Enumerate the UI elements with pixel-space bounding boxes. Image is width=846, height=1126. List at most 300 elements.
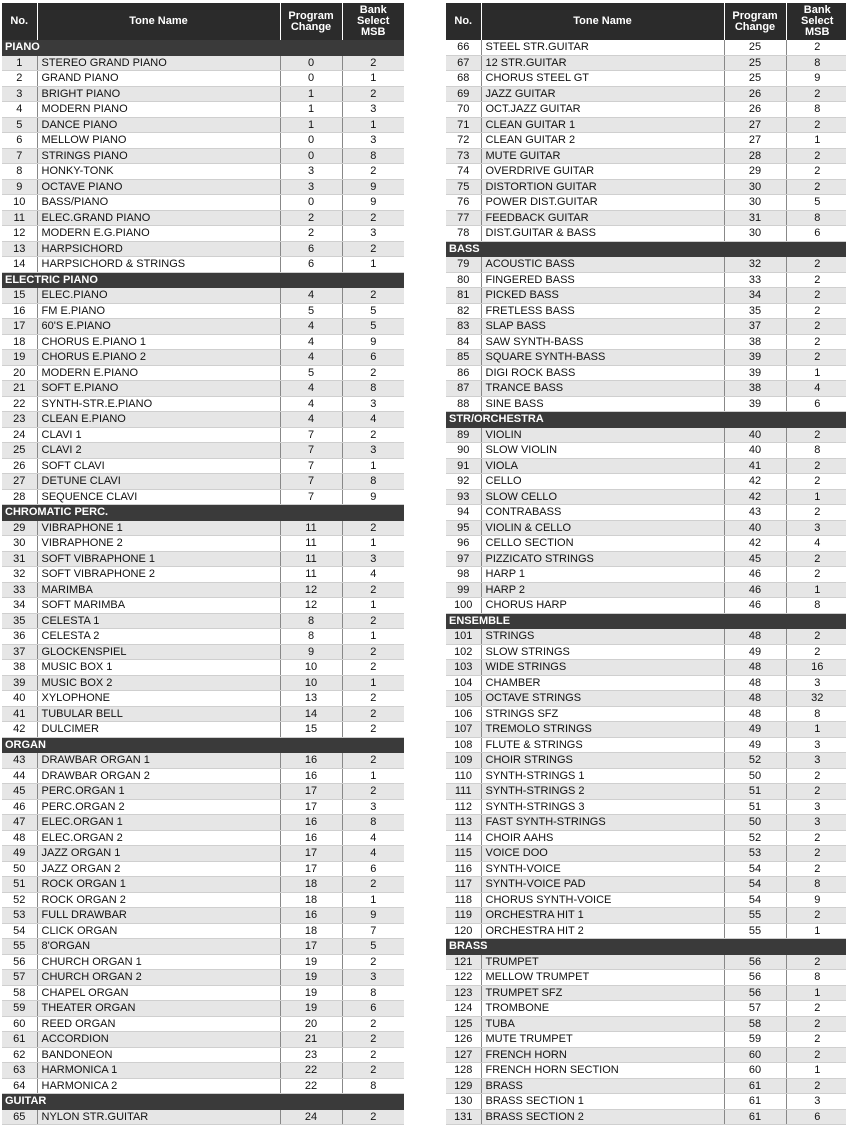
tone-row: [2, 567, 404, 583]
tone-row: [2, 861, 404, 877]
tone-row: [2, 458, 404, 474]
program-change-value: 15: [280, 722, 342, 738]
category-label: GUITAR: [2, 1094, 404, 1110]
tone-name: SLOW VIOLIN: [481, 443, 724, 459]
program-change-value: 60: [724, 1047, 786, 1063]
tone-row: [446, 815, 846, 831]
bank-select-msb-value: 2: [786, 768, 846, 784]
header-program-change-line: Change: [290, 20, 332, 33]
tone-number: 87: [446, 381, 481, 397]
tone-table-left: [2, 3, 404, 1125]
category-label: BRASS: [446, 939, 846, 955]
bank-select-msb-value: 1: [342, 458, 404, 474]
tone-row: [446, 675, 846, 691]
program-change-value: 17: [280, 861, 342, 877]
tone-row: [446, 474, 846, 490]
program-change-value: 52: [724, 830, 786, 846]
tone-row: [446, 846, 846, 862]
tone-number: 107: [446, 722, 481, 738]
bank-select-msb-value: 2: [786, 567, 846, 583]
bank-select-msb-value: 2: [786, 40, 846, 55]
header-bank-select-msb: [342, 3, 404, 40]
tone-row: [446, 567, 846, 583]
tone-name: VOICE DOO: [481, 846, 724, 862]
tone-number: 33: [2, 582, 37, 598]
tone-number: 22: [2, 396, 37, 412]
program-change-value: 60: [724, 1063, 786, 1079]
tone-name: CHORUS E.PIANO 2: [37, 350, 280, 366]
program-change-value: 0: [280, 148, 342, 164]
tone-row: [446, 381, 846, 397]
tone-row: [2, 55, 404, 71]
tone-row: [2, 319, 404, 335]
bank-select-msb-value: 8: [786, 55, 846, 71]
program-change-value: 51: [724, 799, 786, 815]
category-row: [446, 613, 846, 629]
tone-number: 3: [2, 86, 37, 102]
tone-name: TRUMPET: [481, 954, 724, 970]
tone-name: DRAWBAR ORGAN 2: [37, 768, 280, 784]
tone-row: [446, 784, 846, 800]
tone-number: 72: [446, 133, 481, 149]
tone-number: 131: [446, 1109, 481, 1125]
bank-select-msb-value: 3: [342, 443, 404, 459]
tone-row: [2, 1109, 404, 1125]
program-change-value: 51: [724, 784, 786, 800]
program-change-value: 39: [724, 350, 786, 366]
tone-number: 7: [2, 148, 37, 164]
bank-select-msb-value: 1: [786, 489, 846, 505]
category-row: [2, 737, 404, 753]
tone-name: 12 STR.GUITAR: [481, 55, 724, 71]
tone-number: 54: [2, 923, 37, 939]
program-change-value: 33: [724, 272, 786, 288]
tone-row: [446, 71, 846, 87]
tone-number: 112: [446, 799, 481, 815]
tone-number: 63: [2, 1063, 37, 1079]
header-no: No.: [446, 3, 481, 40]
tone-number: 4: [2, 102, 37, 118]
tone-name: CLEAN GUITAR 1: [481, 117, 724, 133]
tone-row: [446, 117, 846, 133]
tone-name: HARMONICA 1: [37, 1063, 280, 1079]
program-change-value: 32: [724, 257, 786, 273]
tone-name: GLOCKENSPIEL: [37, 644, 280, 660]
tone-number: 117: [446, 877, 481, 893]
tone-number: 24: [2, 427, 37, 443]
tone-row: [2, 768, 404, 784]
program-change-value: 39: [724, 396, 786, 412]
tone-row: [446, 954, 846, 970]
bank-select-msb-value: 2: [342, 784, 404, 800]
bank-select-msb-value: 2: [786, 1032, 846, 1048]
tone-number: 102: [446, 644, 481, 660]
tone-name: SEQUENCE CLAVI: [37, 489, 280, 505]
tone-number: 128: [446, 1063, 481, 1079]
program-change-value: 46: [724, 567, 786, 583]
tone-name: SYNTH-STR.E.PIANO: [37, 396, 280, 412]
bank-select-msb-value: 1: [786, 985, 846, 1001]
bank-select-msb-value: 2: [342, 660, 404, 676]
tone-name: PERC.ORGAN 2: [37, 799, 280, 815]
program-change-value: 30: [724, 226, 786, 242]
category-label: ENSEMBLE: [446, 613, 846, 629]
program-change-value: 19: [280, 1001, 342, 1017]
tone-number: 98: [446, 567, 481, 583]
tone-number: 108: [446, 737, 481, 753]
tone-name: HARP 2: [481, 582, 724, 598]
bank-select-msb-value: 2: [786, 179, 846, 195]
category-row: [2, 272, 404, 288]
tone-number: 21: [2, 381, 37, 397]
bank-select-msb-value: 2: [342, 164, 404, 180]
bank-select-msb-value: 4: [342, 412, 404, 428]
tone-row: [446, 830, 846, 846]
tone-number: 34: [2, 598, 37, 614]
tone-number: 5: [2, 117, 37, 133]
bank-select-msb-value: 3: [342, 970, 404, 986]
bank-select-msb-value: 3: [786, 799, 846, 815]
tone-row: [2, 520, 404, 536]
program-change-value: 4: [280, 412, 342, 428]
tone-name: CHAMBER: [481, 675, 724, 691]
tone-name: CHOIR STRINGS: [481, 753, 724, 769]
tone-row: [2, 86, 404, 102]
tone-list-left: [2, 40, 404, 1125]
tone-number: 110: [446, 768, 481, 784]
tone-number: 82: [446, 303, 481, 319]
category-row: [446, 412, 846, 428]
program-change-value: 27: [724, 117, 786, 133]
program-change-value: 53: [724, 846, 786, 862]
program-change-value: 21: [280, 1032, 342, 1048]
category-label: BASS: [446, 241, 846, 257]
tone-row: [2, 830, 404, 846]
program-change-value: 30: [724, 179, 786, 195]
tone-name: SYNTH-STRINGS 3: [481, 799, 724, 815]
program-change-value: 56: [724, 985, 786, 1001]
program-change-value: 18: [280, 892, 342, 908]
bank-select-msb-value: 5: [342, 939, 404, 955]
tone-number: 94: [446, 505, 481, 521]
bank-select-msb-value: 9: [342, 334, 404, 350]
program-change-value: 18: [280, 877, 342, 893]
bank-select-msb-value: 9: [342, 195, 404, 211]
tone-row: [446, 489, 846, 505]
tone-number: 23: [2, 412, 37, 428]
tone-name: BASS/PIANO: [37, 195, 280, 211]
tone-name: ROCK ORGAN 1: [37, 877, 280, 893]
program-change-value: 54: [724, 861, 786, 877]
program-change-value: 6: [280, 241, 342, 257]
bank-select-msb-value: 1: [342, 536, 404, 552]
tone-number: 81: [446, 288, 481, 304]
tone-row: [446, 55, 846, 71]
bank-select-msb-value: 2: [786, 846, 846, 862]
tone-name: STEEL STR.GUITAR: [481, 40, 724, 55]
program-change-value: 12: [280, 598, 342, 614]
tone-row: [446, 443, 846, 459]
tone-row: [446, 1016, 846, 1032]
tone-name: PERC.ORGAN 1: [37, 784, 280, 800]
tone-name: CELESTA 1: [37, 613, 280, 629]
tone-row: [446, 1109, 846, 1125]
tone-row: [2, 799, 404, 815]
tone-number: 29: [2, 520, 37, 536]
program-change-value: 22: [280, 1063, 342, 1079]
tone-row: [446, 1032, 846, 1048]
program-change-value: 3: [280, 179, 342, 195]
tone-number: 18: [2, 334, 37, 350]
program-change-value: 6: [280, 257, 342, 273]
tone-name: JAZZ GUITAR: [481, 86, 724, 102]
tone-name: VIBRAPHONE 2: [37, 536, 280, 552]
tone-row: [2, 102, 404, 118]
tone-row: [446, 40, 846, 55]
tone-number: 124: [446, 1001, 481, 1017]
tone-name: SLAP BASS: [481, 319, 724, 335]
program-change-value: 17: [280, 846, 342, 862]
tone-name: BRASS SECTION 2: [481, 1109, 724, 1125]
program-change-value: 61: [724, 1109, 786, 1125]
program-change-value: 25: [724, 55, 786, 71]
program-change-value: 30: [724, 195, 786, 211]
tone-number: 99: [446, 582, 481, 598]
tone-name: ORCHESTRA HIT 2: [481, 923, 724, 939]
tone-number: 2: [2, 71, 37, 87]
bank-select-msb-value: 2: [342, 954, 404, 970]
bank-select-msb-value: 2: [786, 954, 846, 970]
program-change-value: 4: [280, 334, 342, 350]
tone-row: [446, 319, 846, 335]
tone-number: 104: [446, 675, 481, 691]
bank-select-msb-value: 6: [342, 861, 404, 877]
program-change-value: 7: [280, 427, 342, 443]
tone-number: 36: [2, 629, 37, 645]
bank-select-msb-value: 9: [786, 892, 846, 908]
bank-select-msb-value: 2: [342, 1016, 404, 1032]
tone-row: [446, 892, 846, 908]
bank-select-msb-value: 2: [786, 908, 846, 924]
tone-number: 105: [446, 691, 481, 707]
tone-name: STRINGS PIANO: [37, 148, 280, 164]
bank-select-msb-value: 1: [786, 133, 846, 149]
tone-number: 56: [2, 954, 37, 970]
tone-number: 122: [446, 970, 481, 986]
tone-row: [446, 195, 846, 211]
bank-select-msb-value: 6: [786, 1109, 846, 1125]
tone-row: [2, 660, 404, 676]
header-program-change-line: Change: [734, 20, 776, 33]
bank-select-msb-value: 2: [786, 458, 846, 474]
program-change-value: 19: [280, 954, 342, 970]
bank-select-msb-value: 1: [342, 768, 404, 784]
tone-name: MELLOW TRUMPET: [481, 970, 724, 986]
program-change-value: 55: [724, 908, 786, 924]
program-change-value: 28: [724, 148, 786, 164]
tone-row: [2, 846, 404, 862]
tone-name: HONKY-TONK: [37, 164, 280, 180]
tone-name: MUSIC BOX 2: [37, 675, 280, 691]
program-change-value: 11: [280, 520, 342, 536]
tone-number: 13: [2, 241, 37, 257]
tone-row: [2, 148, 404, 164]
tone-number: 62: [2, 1047, 37, 1063]
tone-name: STEREO GRAND PIANO: [37, 55, 280, 71]
tone-row: [446, 598, 846, 614]
program-change-value: 39: [724, 365, 786, 381]
program-change-value: 8: [280, 613, 342, 629]
table-header-row: [446, 3, 846, 40]
bank-select-msb-value: 2: [342, 365, 404, 381]
program-change-value: 26: [724, 102, 786, 118]
tone-name: SOFT CLAVI: [37, 458, 280, 474]
bank-select-msb-value: 4: [342, 830, 404, 846]
tone-name: CELLO: [481, 474, 724, 490]
tone-row: [446, 985, 846, 1001]
bank-select-msb-value: 2: [786, 288, 846, 304]
bank-select-msb-value: 8: [342, 148, 404, 164]
tone-name: TUBULAR BELL: [37, 706, 280, 722]
tone-name: SLOW STRINGS: [481, 644, 724, 660]
program-change-value: 25: [724, 40, 786, 55]
tone-name: ELEC.GRAND PIANO: [37, 210, 280, 226]
bank-select-msb-value: 2: [786, 257, 846, 273]
bank-select-msb-value: 8: [786, 102, 846, 118]
program-change-value: 38: [724, 334, 786, 350]
tone-row: [446, 102, 846, 118]
tone-row: [446, 226, 846, 242]
tone-name: CHORUS E.PIANO 1: [37, 334, 280, 350]
category-row: [446, 939, 846, 955]
tone-number: 48: [2, 830, 37, 846]
bank-select-msb-value: 2: [342, 427, 404, 443]
tone-number: 83: [446, 319, 481, 335]
program-change-value: 37: [724, 319, 786, 335]
tone-row: [2, 1001, 404, 1017]
tone-number: 46: [2, 799, 37, 815]
program-change-value: 40: [724, 520, 786, 536]
bank-select-msb-value: 2: [786, 861, 846, 877]
tone-row: [446, 396, 846, 412]
tone-row: [446, 210, 846, 226]
tone-number: 47: [2, 815, 37, 831]
tone-name: SQUARE SYNTH-BASS: [481, 350, 724, 366]
header-tone-name: Tone Name: [481, 3, 724, 40]
tone-number: 88: [446, 396, 481, 412]
bank-select-msb-value: 4: [342, 846, 404, 862]
tone-row: [2, 489, 404, 505]
bank-select-msb-value: 1: [342, 675, 404, 691]
program-change-value: 61: [724, 1094, 786, 1110]
tone-number: 15: [2, 288, 37, 304]
tone-row: [446, 458, 846, 474]
program-change-value: 3: [280, 164, 342, 180]
bank-select-msb-value: 1: [786, 1063, 846, 1079]
header-bank-select-msb: [786, 3, 846, 40]
bank-select-msb-value: 8: [786, 877, 846, 893]
tone-name: CELLO SECTION: [481, 536, 724, 552]
program-change-value: 1: [280, 117, 342, 133]
bank-select-msb-value: 1: [342, 71, 404, 87]
bank-select-msb-value: 2: [786, 1047, 846, 1063]
bank-select-msb-value: 3: [342, 102, 404, 118]
tone-row: [2, 427, 404, 443]
tone-row: [446, 350, 846, 366]
category-row: [446, 241, 846, 257]
tone-number: 119: [446, 908, 481, 924]
tone-row: [2, 1047, 404, 1063]
category-label: CHROMATIC PERC.: [2, 505, 404, 521]
tone-row: [446, 272, 846, 288]
tone-name: CLEAN E.PIANO: [37, 412, 280, 428]
tone-row: [2, 815, 404, 831]
tone-name: CLAVI 1: [37, 427, 280, 443]
tone-row: [2, 474, 404, 490]
program-change-value: 46: [724, 598, 786, 614]
bank-select-msb-value: 2: [342, 288, 404, 304]
tone-number: 90: [446, 443, 481, 459]
tone-number: 103: [446, 660, 481, 676]
tone-name: ELEC.PIANO: [37, 288, 280, 304]
tone-name: CHAPEL ORGAN: [37, 985, 280, 1001]
bank-select-msb-value: 8: [342, 815, 404, 831]
program-change-value: 45: [724, 551, 786, 567]
tone-number: 57: [2, 970, 37, 986]
bank-select-msb-value: 4: [786, 381, 846, 397]
bank-select-msb-value: 2: [786, 1016, 846, 1032]
tone-number: 58: [2, 985, 37, 1001]
program-change-value: 4: [280, 288, 342, 304]
tone-row: [2, 443, 404, 459]
tone-name: SLOW CELLO: [481, 489, 724, 505]
tone-number: 76: [446, 195, 481, 211]
bank-select-msb-value: 1: [786, 923, 846, 939]
tone-row: [2, 303, 404, 319]
bank-select-msb-value: 6: [786, 226, 846, 242]
bank-select-msb-value: 2: [342, 241, 404, 257]
tone-row: [2, 1016, 404, 1032]
tone-number: 125: [446, 1016, 481, 1032]
header-program-change: [280, 3, 342, 40]
program-change-value: 55: [724, 923, 786, 939]
program-change-value: 54: [724, 892, 786, 908]
tone-name: FRETLESS BASS: [481, 303, 724, 319]
tone-name: BRASS: [481, 1078, 724, 1094]
bank-select-msb-value: 2: [342, 706, 404, 722]
tone-name: TRANCE BASS: [481, 381, 724, 397]
tone-name: MODERN E.PIANO: [37, 365, 280, 381]
tone-name: OCTAVE STRINGS: [481, 691, 724, 707]
tone-name: BANDONEON: [37, 1047, 280, 1063]
program-change-value: 38: [724, 381, 786, 397]
tone-row: [2, 598, 404, 614]
bank-select-msb-value: 2: [786, 1078, 846, 1094]
tone-name: SOFT VIBRAPHONE 2: [37, 567, 280, 583]
program-change-value: 42: [724, 489, 786, 505]
tone-name: ELEC.ORGAN 2: [37, 830, 280, 846]
tone-name: TROMBONE: [481, 1001, 724, 1017]
program-change-value: 50: [724, 768, 786, 784]
tone-name: CHORUS HARP: [481, 598, 724, 614]
program-change-value: 17: [280, 784, 342, 800]
tone-row: [2, 1063, 404, 1079]
tone-name: CHOIR AAHS: [481, 830, 724, 846]
tone-number: 106: [446, 706, 481, 722]
tone-row: [446, 520, 846, 536]
bank-select-msb-value: 2: [786, 350, 846, 366]
program-change-value: 0: [280, 55, 342, 71]
